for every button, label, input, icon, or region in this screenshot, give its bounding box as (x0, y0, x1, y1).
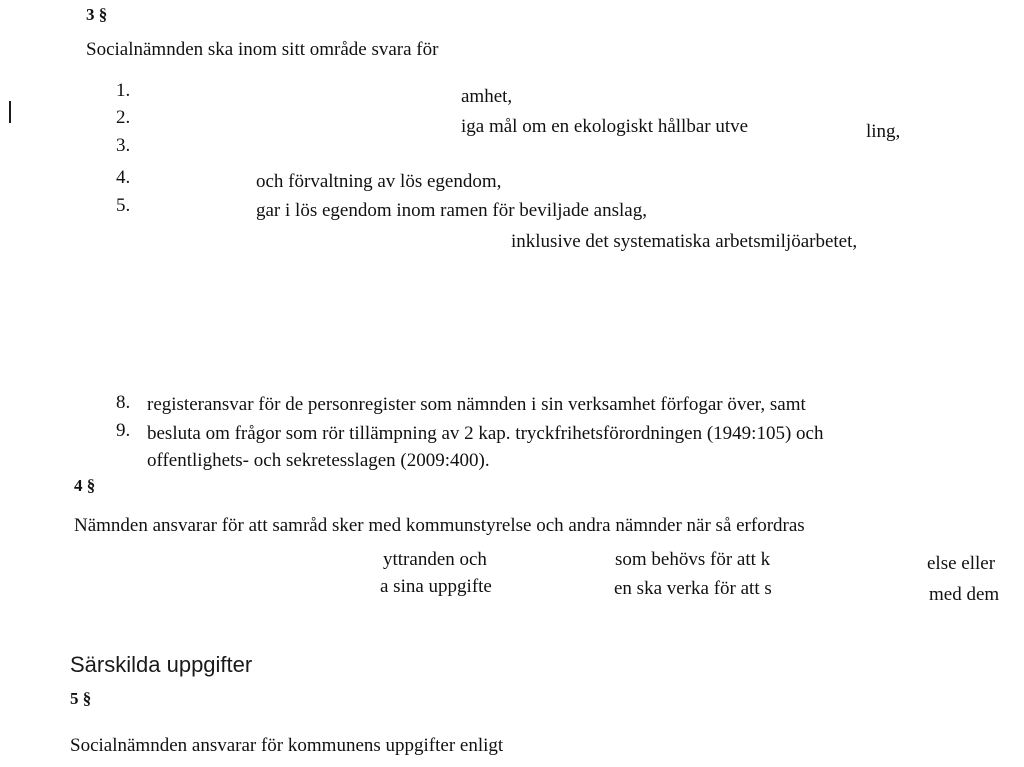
section-4-number: 4 § (74, 476, 96, 495)
section-5-number: 5 § (70, 689, 92, 708)
section-4-fragment-1c: else eller (927, 553, 996, 574)
special-tasks-heading: Särskilda uppgifter (70, 652, 253, 677)
item-number-3: 3. (116, 135, 131, 156)
item-1-fragment: amhet, (461, 86, 513, 107)
item-number-2: 2. (116, 107, 131, 128)
item-2-fragment-end: ling, (866, 121, 901, 142)
item-8-text: registeransvar för de personregister som nämnden i sin verksamhet förfogar över, samt (147, 394, 806, 415)
item-number-1: 1. (116, 80, 131, 101)
item-6-fragment: inklusive det systematiska arbetsmiljöarbetet, (511, 231, 858, 252)
section-4-fragment-1b: som behövs för att k (615, 549, 771, 570)
revision-margin-bar (9, 101, 11, 123)
section-4-fragment-2b: en ska verka för att s (614, 578, 772, 599)
section-3-number: 3 § (86, 5, 108, 24)
item-number-9: 9. (116, 420, 131, 441)
item-number-5: 5. (116, 195, 131, 216)
section-4-fragment-1a: yttranden och (383, 549, 487, 570)
item-4-fragment: och förvaltning av lös egendom, (256, 171, 502, 192)
section-5-text: Socialnämnden ansvarar för kommunens uppgifter enligt (70, 735, 504, 756)
section-4-fragment-2c: med dem (929, 584, 1000, 605)
item-9-text: besluta om frågor som rör tillämpning av 2 kap. tryckfrihetsförordningen (1949:105) och (147, 423, 824, 444)
item-5-fragment: gar i lös egendom inom ramen för beviljade anslag, (256, 200, 647, 221)
item-number-4: 4. (116, 167, 131, 188)
item-number-8: 8. (116, 392, 131, 413)
section-4-fragment-2a: a sina uppgifte (380, 576, 492, 597)
item-2-fragment: iga mål om en ekologiskt hållbar utve (461, 116, 749, 137)
item-9-continuation: offentlighets- och sekretesslagen (2009:400). (147, 450, 490, 471)
section-4-text: Nämnden ansvarar för att samråd sker med kommunstyrelse och andra nämnder när så erfordras (74, 515, 805, 536)
section-3-intro: Socialnämnden ska inom sitt område svara för (86, 39, 439, 60)
